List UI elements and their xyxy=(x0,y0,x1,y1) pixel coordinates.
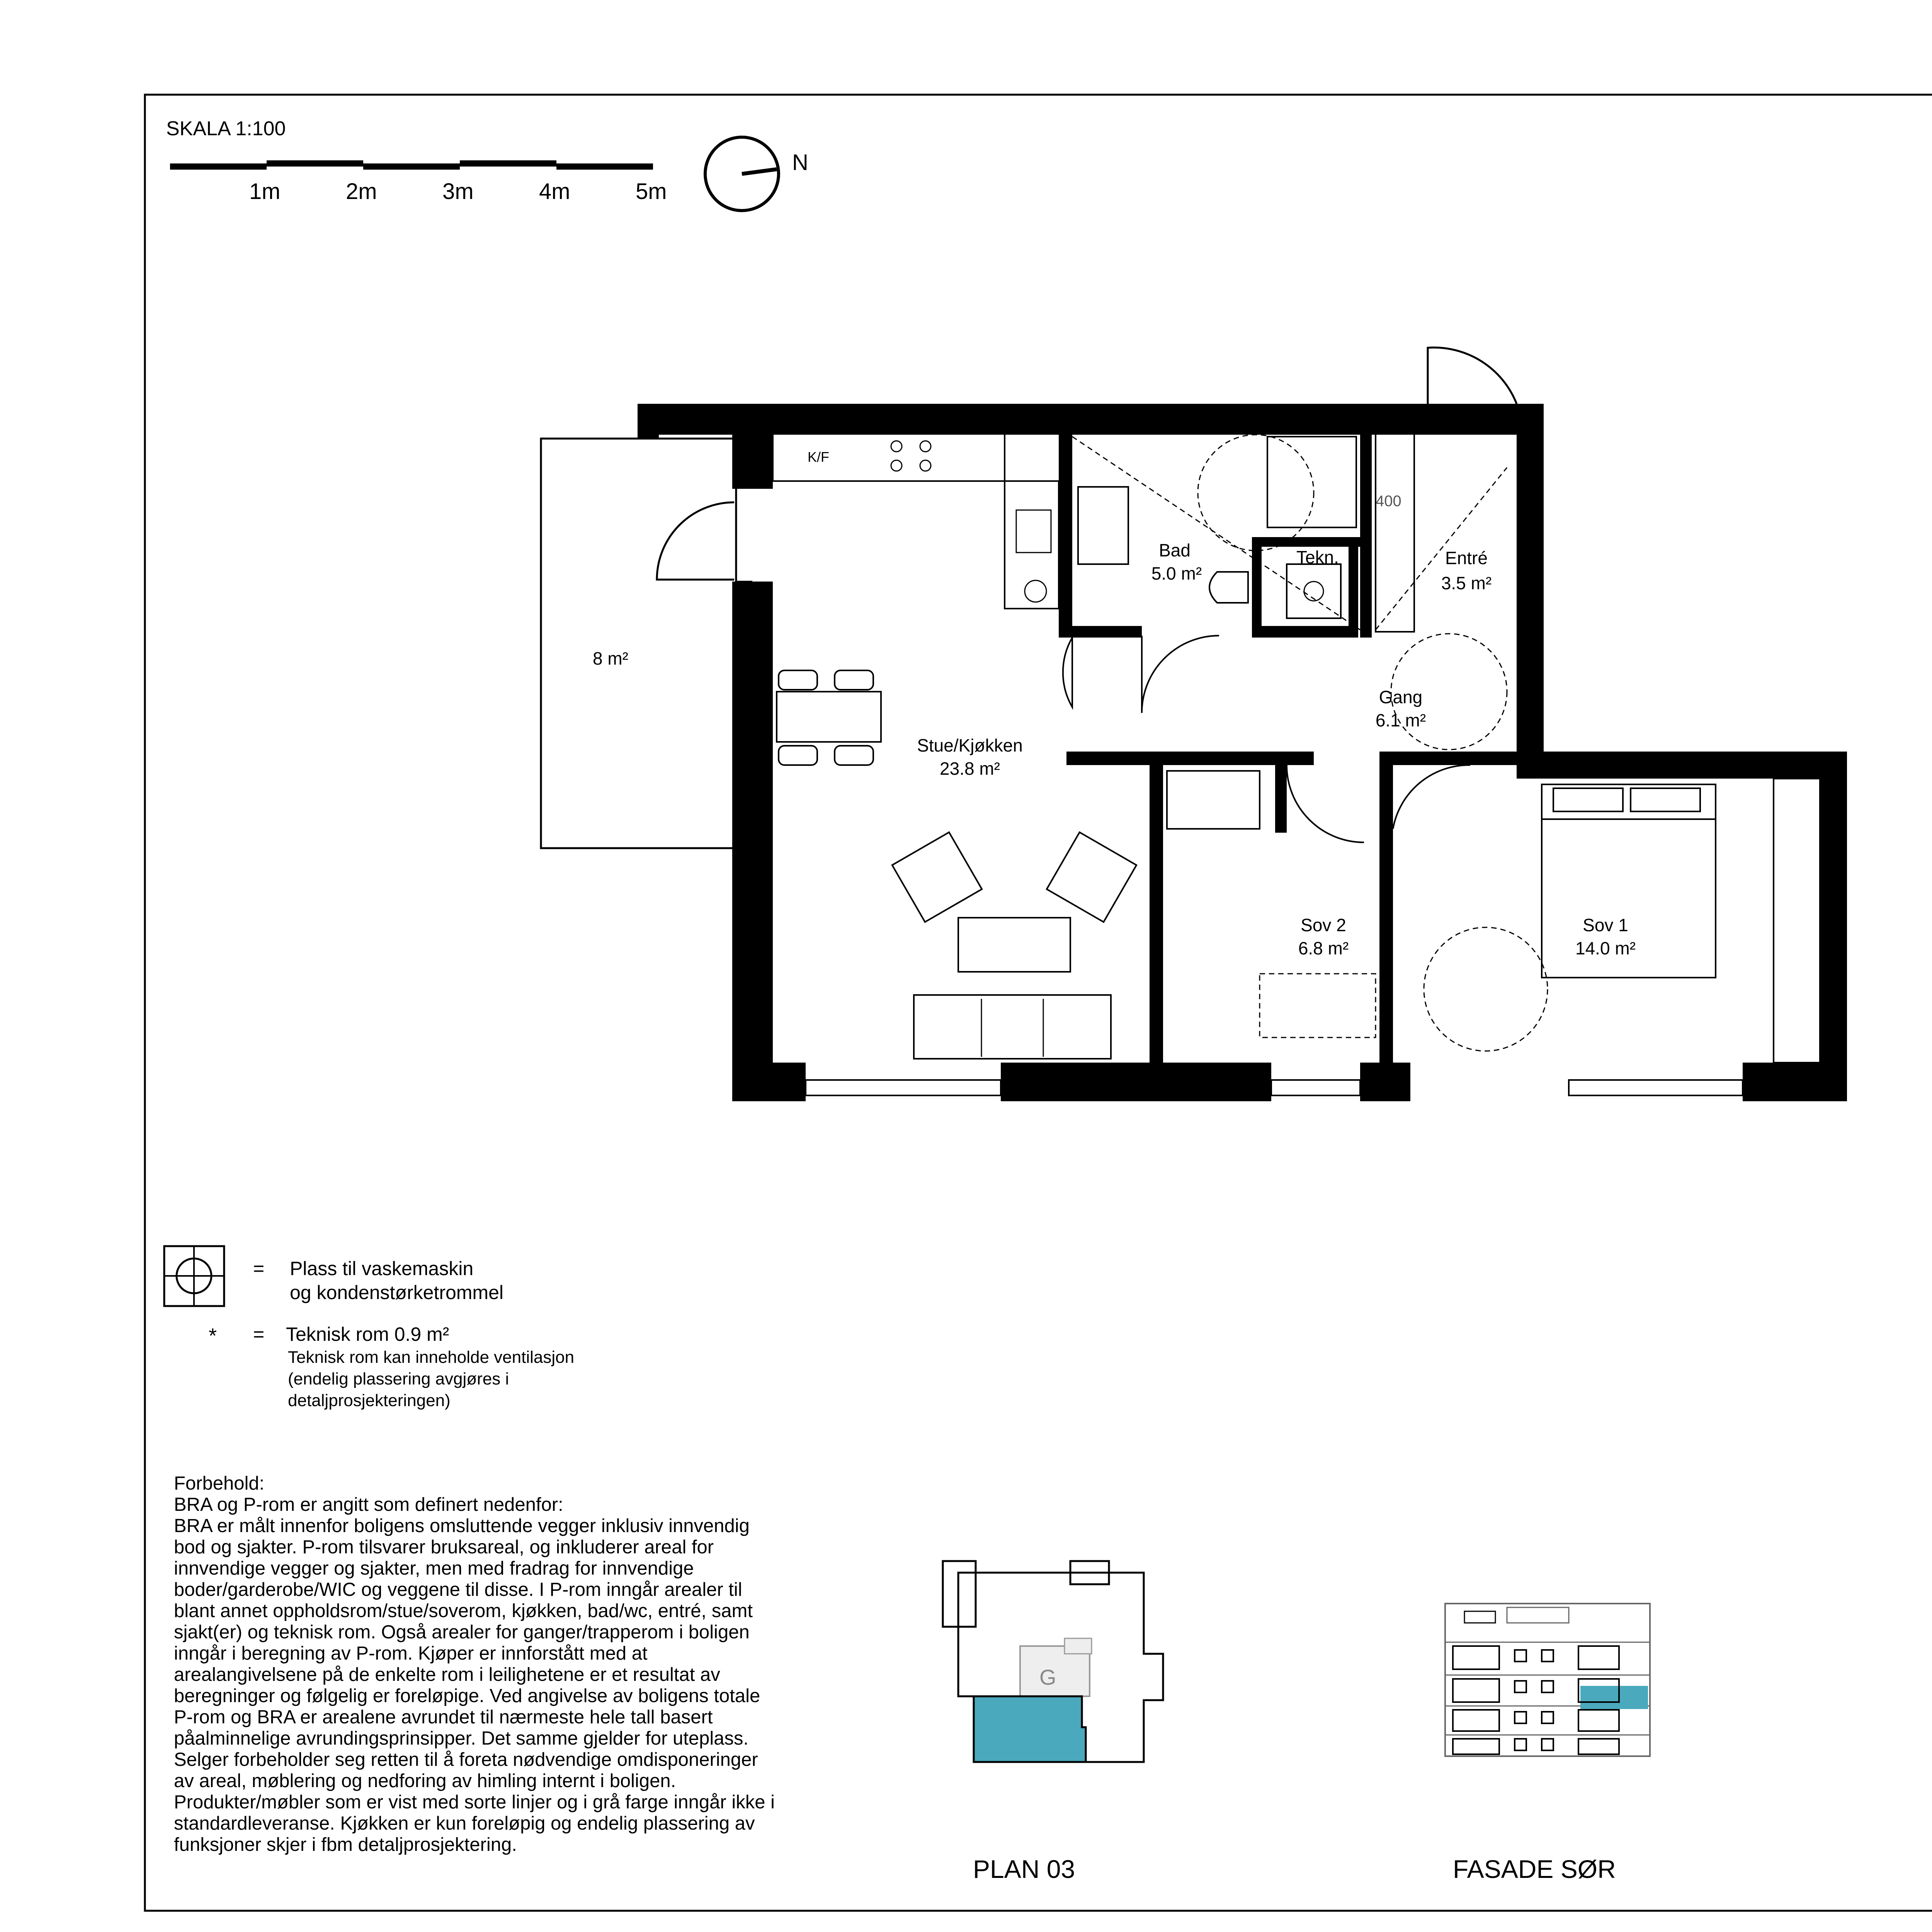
north-arrow-icon xyxy=(705,137,779,211)
plan-thumbnail xyxy=(943,1561,1163,1762)
svg-text:standardleveranse. Kjøkken er: standardleveranse. Kjøkken er kun foreløpig og endelig plassering av xyxy=(174,1813,755,1834)
scale-tick-5: 5m xyxy=(636,179,667,204)
plan-label: PLAN 03 xyxy=(973,1855,1075,1883)
scale-tick-3: 3m xyxy=(442,179,474,204)
svg-text:inngår i beregning av P-rom. K: inngår i beregning av P-rom. Kjøper er innforstått med at xyxy=(174,1643,648,1664)
svg-text:beregninger og følgelig er for: beregninger og følgelig er foreløpige. Ved angivelse av boligens totale xyxy=(174,1685,760,1706)
room-area-gang: 6.1 m² xyxy=(1375,710,1426,730)
north-label: N xyxy=(792,150,808,175)
disclaimer xyxy=(174,1473,775,1855)
svg-text:P-rom og BRA er arealene avrun: P-rom og BRA er arealene avrundet til nærmeste hele tall basert xyxy=(174,1707,713,1728)
svg-text:av areal, møblering og nedfori: av areal, møblering og nedforing av himling internt i boligen. xyxy=(174,1770,676,1791)
svg-text:BRA og P-rom er angitt som def: BRA og P-rom er angitt som definert nedenfor: xyxy=(174,1494,563,1515)
room-area-sov1: 14.0 m² xyxy=(1575,938,1636,958)
washer-symbol-icon xyxy=(164,1246,224,1306)
room-name-sov2: Sov 2 xyxy=(1301,915,1346,935)
room-area-entre: 3.5 m² xyxy=(1441,573,1492,593)
svg-text:innvendige vegger og sjakter,: innvendige vegger og sjakter, men med fradrag for innvendige xyxy=(174,1558,694,1579)
scale-tick-2: 2m xyxy=(346,179,377,204)
scale-bar xyxy=(170,160,653,170)
legend-tech-line3: detaljprosjekteringen) xyxy=(288,1391,451,1410)
scale-label: SKALA 1:100 xyxy=(166,117,286,140)
dimension-label: 400 xyxy=(1376,493,1401,510)
exterior-walls xyxy=(638,404,1847,1101)
svg-text:Forbehold:: Forbehold: xyxy=(174,1473,265,1494)
legend-washer-1: Plass til vaskemaskin xyxy=(290,1258,474,1279)
svg-text:Produkter/møbler som er vist m: Produkter/møbler som er vist med sorte linjer og i grå farge inngår ikke i xyxy=(174,1792,775,1813)
windows xyxy=(736,582,1743,1095)
svg-text:bod og sjakter. P-rom tilsvare: bod og sjakter. P-rom tilsvarer bruksareal, og inkluderer areal for xyxy=(174,1537,714,1558)
room-name-entre: Entré xyxy=(1445,548,1488,568)
room-name-sov1: Sov 1 xyxy=(1583,915,1628,935)
svg-text:boder/garderobe/WIC og veggene: boder/garderobe/WIC og veggene til disse. I P-rom inngår arealer til xyxy=(174,1579,742,1600)
floor-plan xyxy=(541,347,1847,1101)
balcony xyxy=(541,439,736,848)
scale-tick-1: 1m xyxy=(249,179,281,204)
legend-tech-title: Teknisk rom 0.9 m² xyxy=(286,1323,449,1345)
room-area-bad: 5.0 m² xyxy=(1151,563,1202,583)
kf-label: K/F xyxy=(808,449,830,465)
facade-thumbnail xyxy=(1445,1604,1650,1756)
svg-text:funksjoner skjer i fbm detalj: funksjoner skjer i fbm detaljprosjektering. xyxy=(174,1834,517,1855)
room-name-tekn: Tekn. xyxy=(1296,547,1339,567)
scale-tick-4: 4m xyxy=(539,179,570,204)
svg-text:sjakt(er) og teknisk rom. Også: sjakt(er) og teknisk rom. Også arealer for ganger/trapperom i boligen xyxy=(174,1622,750,1643)
legend-tech-line1: Teknisk rom kan inneholde ventilasjon xyxy=(288,1348,575,1367)
svg-text:BRA er målt innenfor boligens: BRA er målt innenfor boligens omsluttende vegger inklusiv innvendig xyxy=(174,1515,750,1536)
legend-washer-2: og kondenstørketrommel xyxy=(290,1282,504,1303)
svg-text:arealangivelsene på de enkelte: arealangivelsene på de enkelte rom i leilighetene er et resultat av xyxy=(174,1664,720,1685)
room-name-stue: Stue/Kjøkken xyxy=(917,735,1023,755)
room-name-bad: Bad xyxy=(1159,540,1190,560)
svg-text:blant annet oppholdsrom/stue/s: blant annet oppholdsrom/stue/soverom, kjøkken, bad/wc, entré, samt xyxy=(174,1600,753,1621)
svg-text:påalminnelige avrundingsprinsi: påalminnelige avrundingsprinsipper. Det samme gjelder for uteplass. xyxy=(174,1728,749,1749)
legend-eq-1: = xyxy=(253,1258,265,1279)
legend-star: * xyxy=(209,1324,217,1347)
room-area-stue: 23.8 m² xyxy=(940,759,1000,779)
svg-text:Selger forbeholder seg retten: Selger forbeholder seg retten til å foreta nødvendige omdisponeringer xyxy=(174,1749,758,1770)
legend-tech-line2: (endelig plassering avgjøres i xyxy=(288,1369,509,1388)
legend-eq-2: = xyxy=(253,1323,265,1345)
room-name-gang: Gang xyxy=(1379,687,1423,707)
balcony-area: 8 m² xyxy=(593,648,628,668)
plan-thumb-g: G xyxy=(1039,1665,1056,1689)
facade-label: FASADE SØR xyxy=(1453,1855,1616,1883)
room-area-sov2: 6.8 m² xyxy=(1298,938,1349,958)
